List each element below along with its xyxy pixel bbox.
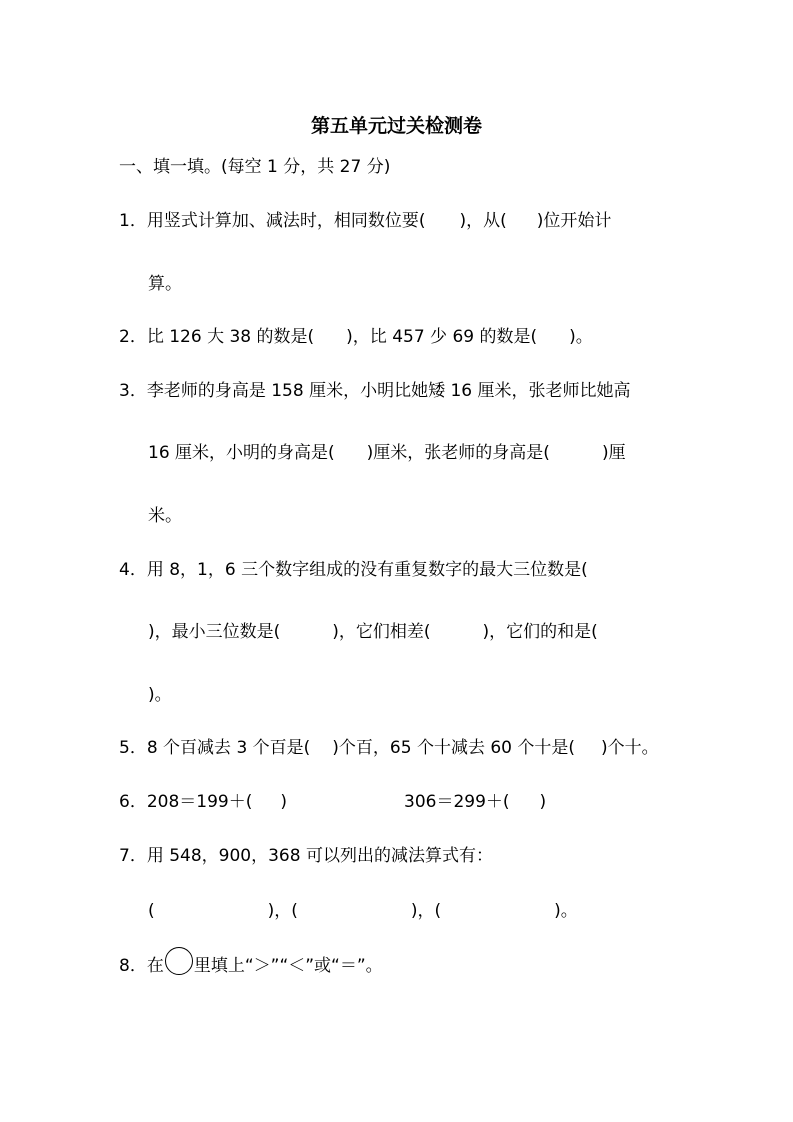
q1-text-a: 1．用竖式计算加、减法时，相同数位要( [119,211,426,231]
question-3-line-3: 米。 [148,506,182,526]
question-7-line-1: 7．用 548，900，368 可以列出的减法算式有： [119,846,493,866]
q4-text-d: )，它们的和是( [482,622,598,642]
q5-text-b: )个百，65 个十减去 60 个十是( [332,738,576,758]
question-6-part-2 [404,788,546,816]
q5-text-c: )个十。 [601,738,659,758]
q4-text-c: )，它们相差( [332,622,431,642]
q4-text-b: )，最小三位数是( [148,622,281,642]
question-8 [119,951,383,980]
question-6 [119,788,287,816]
q6-text-b: ) [280,792,287,812]
q6-text-d: ) [539,792,547,812]
question-1-line-1 [119,207,611,235]
q7-text-e: )。 [554,901,578,921]
question-4-line-2 [148,618,598,646]
q1-text-b: )，从( [459,211,507,231]
q2-text-b: )，比 457 少 69 的数是( [346,327,538,347]
question-4-line-1: 4．用 8，1，6 三个数字组成的没有重复数字的最大三位数是( [119,560,588,580]
question-3-line-1: 3．李老师的身高是 158 厘米，小明比她矮 16 厘米，张老师比她高 [119,381,631,401]
page-title: 第五单元过关检测卷 [310,115,482,137]
q7-text-d: )，( [410,901,442,921]
question-7-line-2 [148,897,578,925]
circle-icon [165,947,193,975]
q7-text-c: )，( [267,901,298,921]
q5-text-a: 5．8 个百减去 3 个百是( [119,738,311,758]
question-4-line-3: )。 [148,685,172,705]
q3-text-b: 16 厘米，小明的身高是( [148,443,335,463]
question-5 [119,734,659,762]
q6-text-c: 306＝299＋( [404,792,510,812]
q1-text-c: )位开始计 [536,211,612,231]
question-3-line-2 [148,439,626,467]
q2-text-a: 2．比 126 大 38 的数是( [119,327,315,347]
q3-text-c: )厘米，张老师的身高是( [366,443,550,463]
section-heading: 一、填一填。(每空 1 分，共 27 分) [119,157,391,177]
q8-text-b: 里填上“＞”“＜”或“＝”。 [193,956,383,976]
question-1-line-2: 算。 [148,274,182,294]
q8-text-a: 8．在 [119,956,164,976]
question-2 [119,323,593,351]
q7-text-b: ( [148,901,155,921]
q6-text-a: 6．208＝199＋( [119,792,253,812]
q2-text-c: )。 [569,327,593,347]
q3-text-d: )厘 [601,443,626,463]
